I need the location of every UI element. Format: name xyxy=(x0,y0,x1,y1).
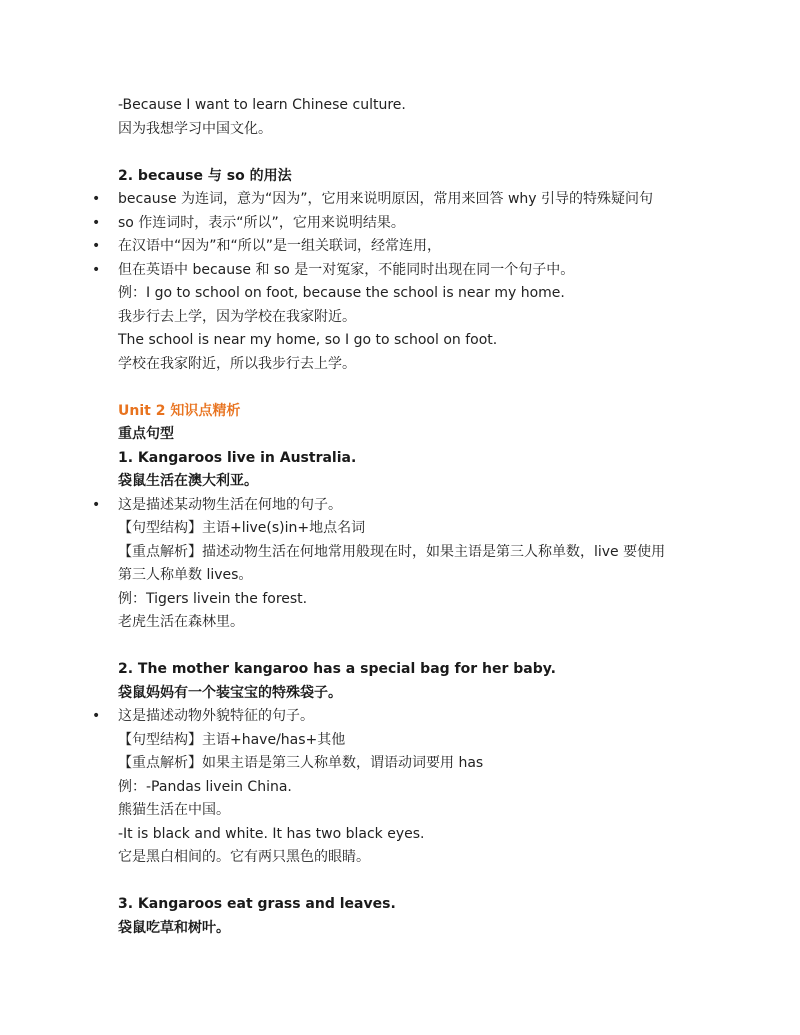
bullet-item: • 但在英语中 because 和 so 是一对冤家，不能同时出现在同一个句子中。 xyxy=(118,259,718,283)
bullet-item: • 在汉语中“因为”和“所以”是一组关联词，经常连用， xyxy=(118,235,718,259)
detail-line: 它是黑白相间的。它有两只黑色的眼睛。 xyxy=(118,849,370,865)
example-line: The school is near my home, so I go to school on foot. xyxy=(118,332,498,348)
section-subtitle: 重点句型 xyxy=(118,426,174,442)
bullet-item: • 这是描述动物外貌特征的句子。 xyxy=(118,705,718,729)
reply-english: -Because I want to learn Chinese culture. xyxy=(118,97,406,113)
sentence-heading-zh: 袋鼠生活在澳大利亚。 xyxy=(118,473,258,489)
document-page xyxy=(118,94,718,940)
detail-line: -It is black and white. It has two black eyes. xyxy=(118,825,425,842)
detail-line: 例：-Pandas livein China. xyxy=(118,778,292,795)
sentence-heading-en: 1. Kangaroos live in Australia. xyxy=(118,449,357,466)
reply-chinese: 因为我想学习中国文化。 xyxy=(118,120,272,137)
detail-line: 例：Tigers livein the forest. xyxy=(118,590,308,607)
sentence-heading-zh: 袋鼠妈妈有一个装宝宝的特殊袋子。 xyxy=(118,684,342,701)
detail-line: 【句型结构】主语+have/has+其他 xyxy=(118,731,346,748)
unit-title: Unit 2 知识点精析 xyxy=(118,402,241,419)
spacer xyxy=(118,870,718,894)
example-line: 我步行去上学，因为学校在我家附近。 xyxy=(118,308,356,325)
sentence-heading-en: 3. Kangaroos eat grass and leaves. xyxy=(118,896,396,912)
detail-line: 【重点解析】描述动物生活在何地常用般现在时，如果主语是第三人称单数，live 要使用 xyxy=(118,543,666,560)
spacer xyxy=(118,376,718,400)
detail-line: 【重点解析】如果主语是第三人称单数，谓语动词要用 has xyxy=(118,755,484,771)
example-line: 学校在我家附近，所以我步行去上学。 xyxy=(118,355,356,372)
sentence-heading-zh: 袋鼠吃草和树叶。 xyxy=(118,919,230,936)
detail-line: 【句型结构】主语+live(s)in+地点名词 xyxy=(118,520,366,536)
sentence-heading-en: 2. The mother kangaroo has a special bag for her baby. xyxy=(118,661,556,677)
bullet-item: • because 为连词，意为“因为”，它用来说明原因，常用来回答 why 引导的特殊疑问句 xyxy=(118,188,718,212)
detail-line: 老虎生活在森林里。 xyxy=(118,614,244,630)
because-so-heading: 2. because 与 so 的用法 xyxy=(118,167,292,184)
example-line: 例：I go to school on foot, because the school is near my home. xyxy=(118,285,565,301)
spacer xyxy=(118,635,718,659)
bullet-item: • 这是描述某动物生活在何地的句子。 xyxy=(118,494,718,518)
detail-line: 熊猫生活在中国。 xyxy=(118,802,230,818)
detail-line: 第三人称单数 lives。 xyxy=(118,567,253,583)
spacer xyxy=(118,141,718,165)
bullet-item: • so 作连词时，表示“所以”，它用来说明结果。 xyxy=(118,212,718,236)
